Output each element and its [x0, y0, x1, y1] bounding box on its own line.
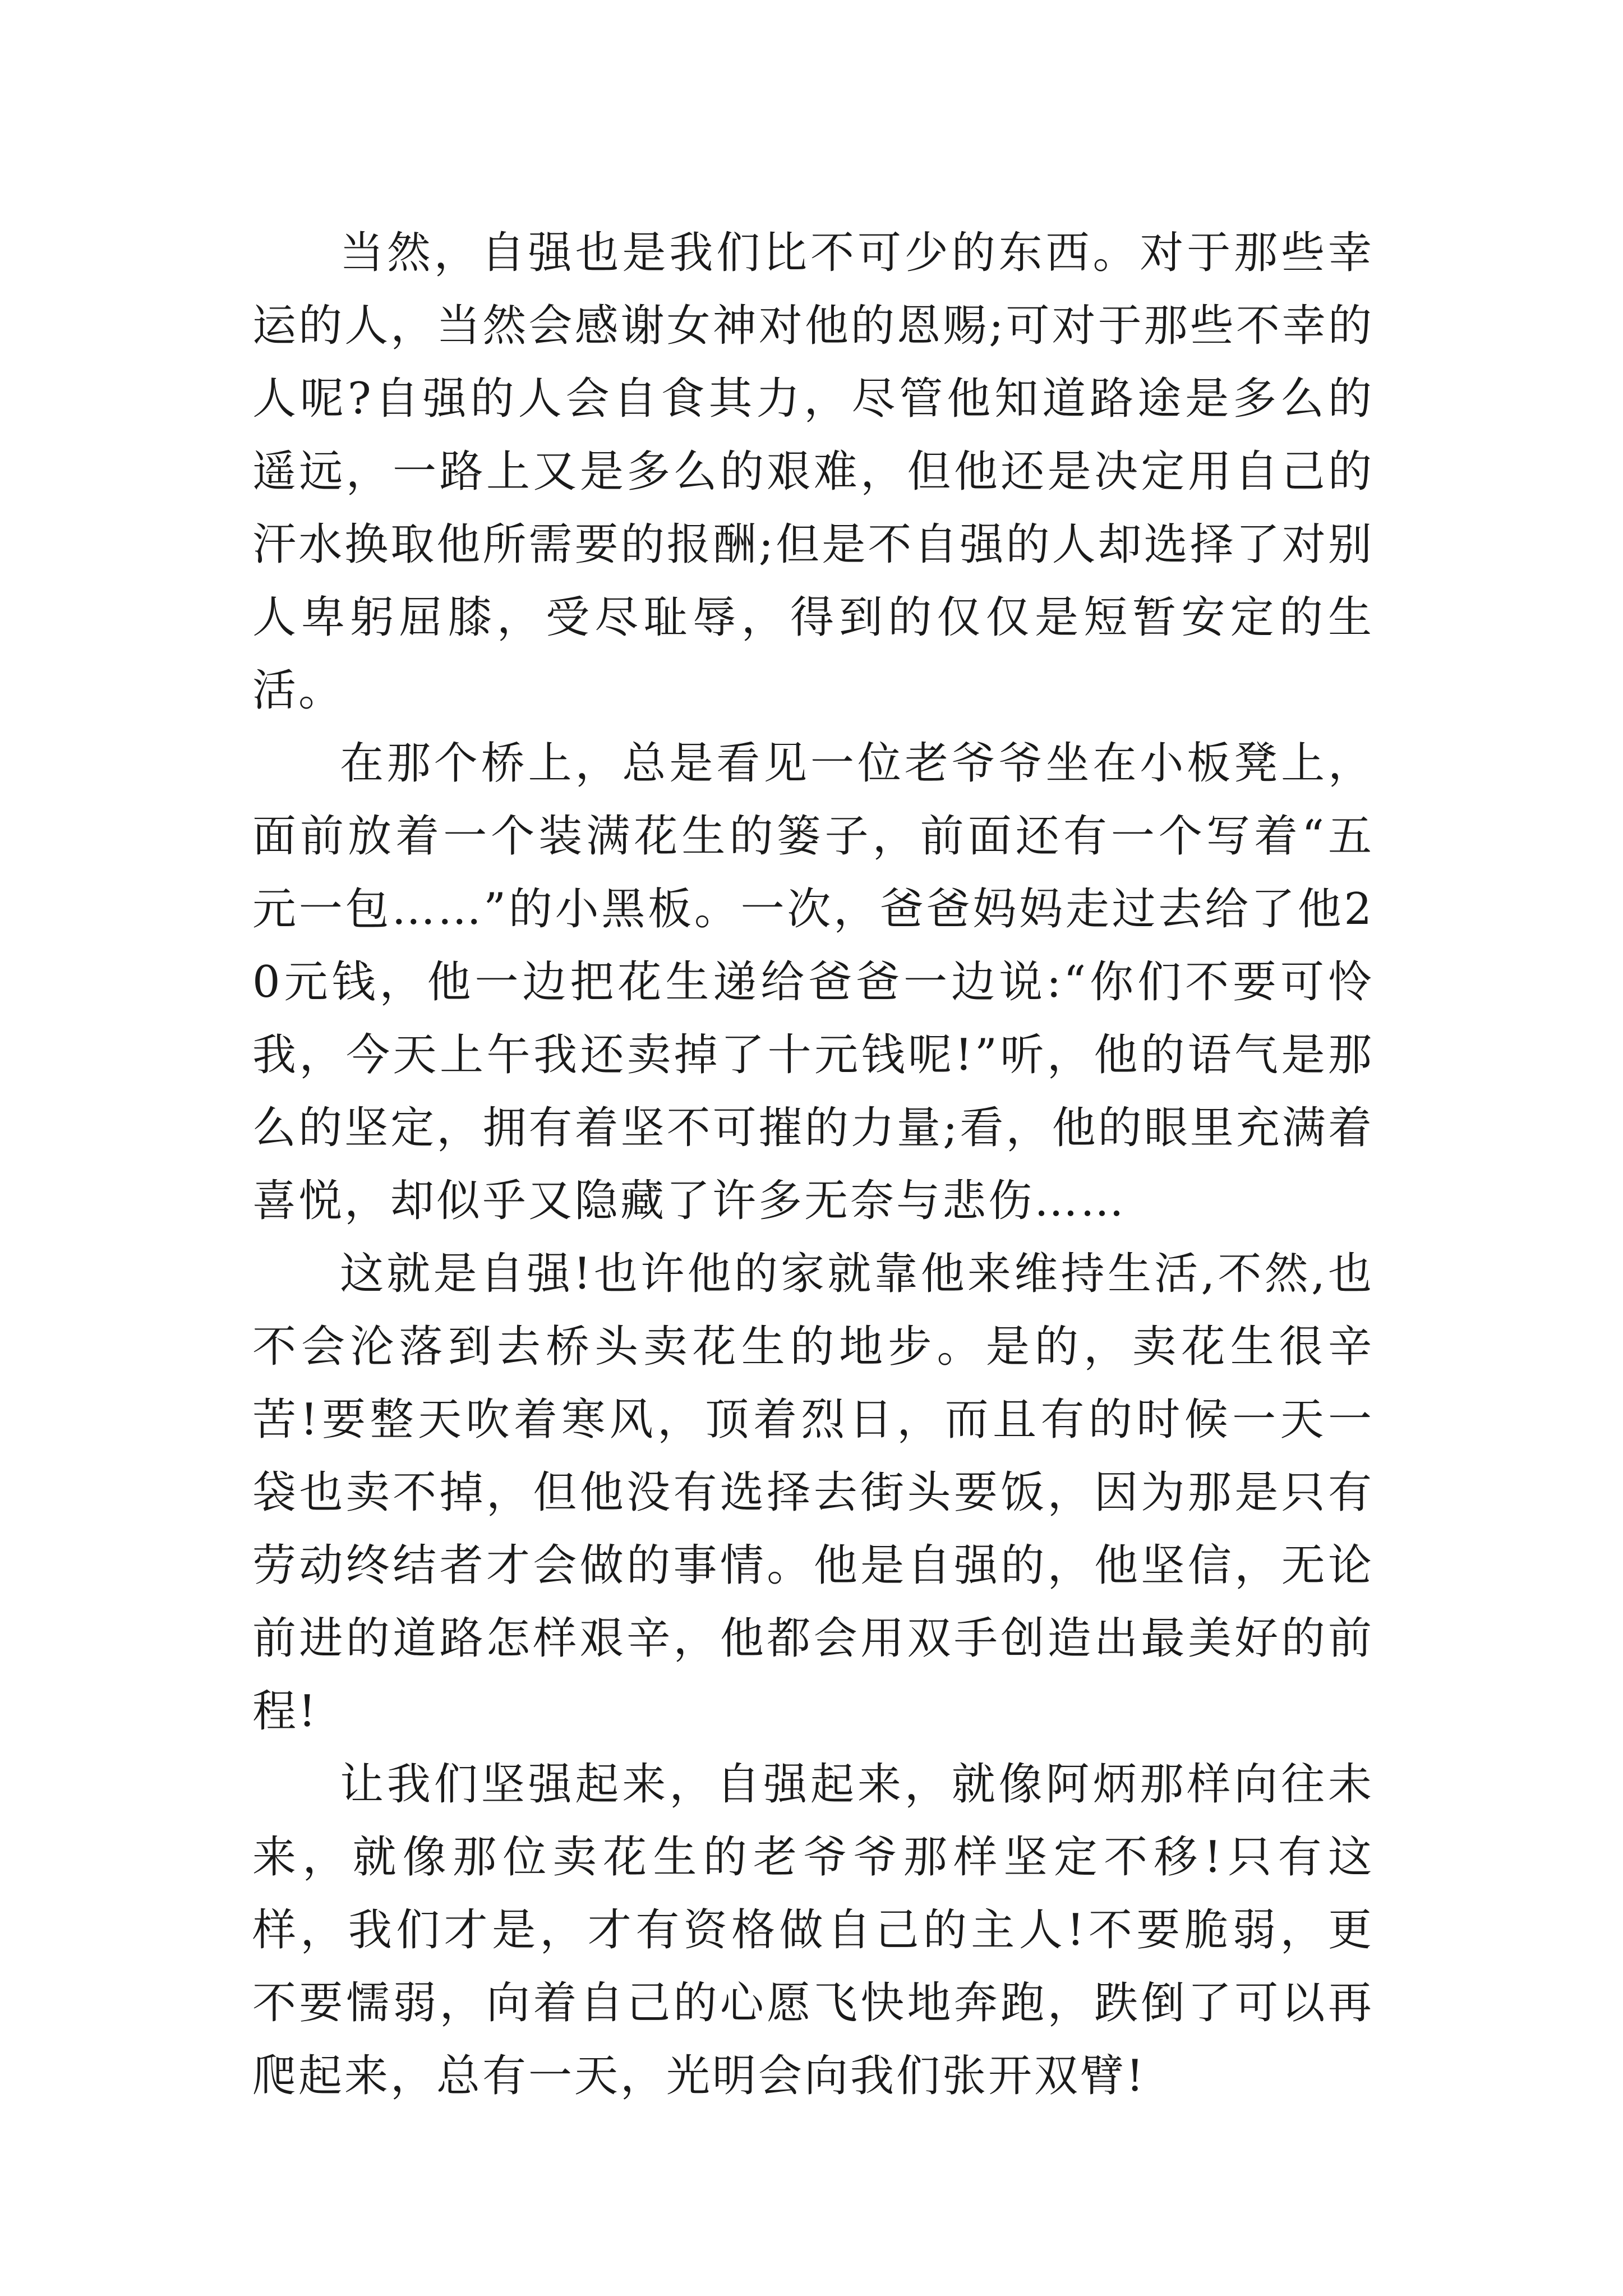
paragraph-2: 在那个桥上，总是看见一位老爷爷坐在小板凳上，面前放着一个装满花生的篓子，前面还有一个写着“五元一包……”的小黑板。一次，爸爸妈妈走过去给了他20元钱，他一边把花生递给爸爸一边说:“你们不要可怜我，今天上午我还卖掉了十元钱呢!”听，他的语气是那么的坚定，拥有着坚不可摧的力量;看，他的眼里充满着喜悦，却似乎又隐藏了许多无奈与悲伤……: [252, 738, 1374, 1226]
paragraph-4: 让我们坚强起来，自强起来，就像阿炳那样向往未来，就像那位卖花生的老爷爷那样坚定不移!只有这样，我们才是，才有资格做自己的主人!不要脆弱，更不要懦弱，向着自己的心愿飞快地奔跑，跌倒了可以再爬起来，总有一天，光明会向我们张开双臂!: [252, 1759, 1374, 2101]
paragraph-3: 这就是自强!也许他的家就靠他来维持生活,不然,也不会沦落到去桥头卖花生的地步。是的，卖花生很辛苦!要整天吹着寒风，顶着烈日，而且有的时候一天一袋也卖不掉，但他没有选择去街头要饭，因为那是只有劳动终结者才会做的事情。他是自强的，他坚信，无论前进的道路怎样艰辛，他都会用双手创造出最美好的前程!: [252, 1249, 1374, 1737]
essay-body: [252, 217, 1374, 2113]
paragraph-1: 当然，自强也是我们比不可少的东西。对于那些幸运的人，当然会感谢女神对他的恩赐;可对于那些不幸的人呢?自强的人会自食其力，尽管他知道路途是多么的遥远，一路上又是多么的艰难，但他还是决定用自己的汗水换取他所需要的报酬;但是不自强的人却选择了对别人卑躬屈膝，受尽耻辱，得到的仅仅是短暂安定的生活。: [252, 228, 1374, 716]
